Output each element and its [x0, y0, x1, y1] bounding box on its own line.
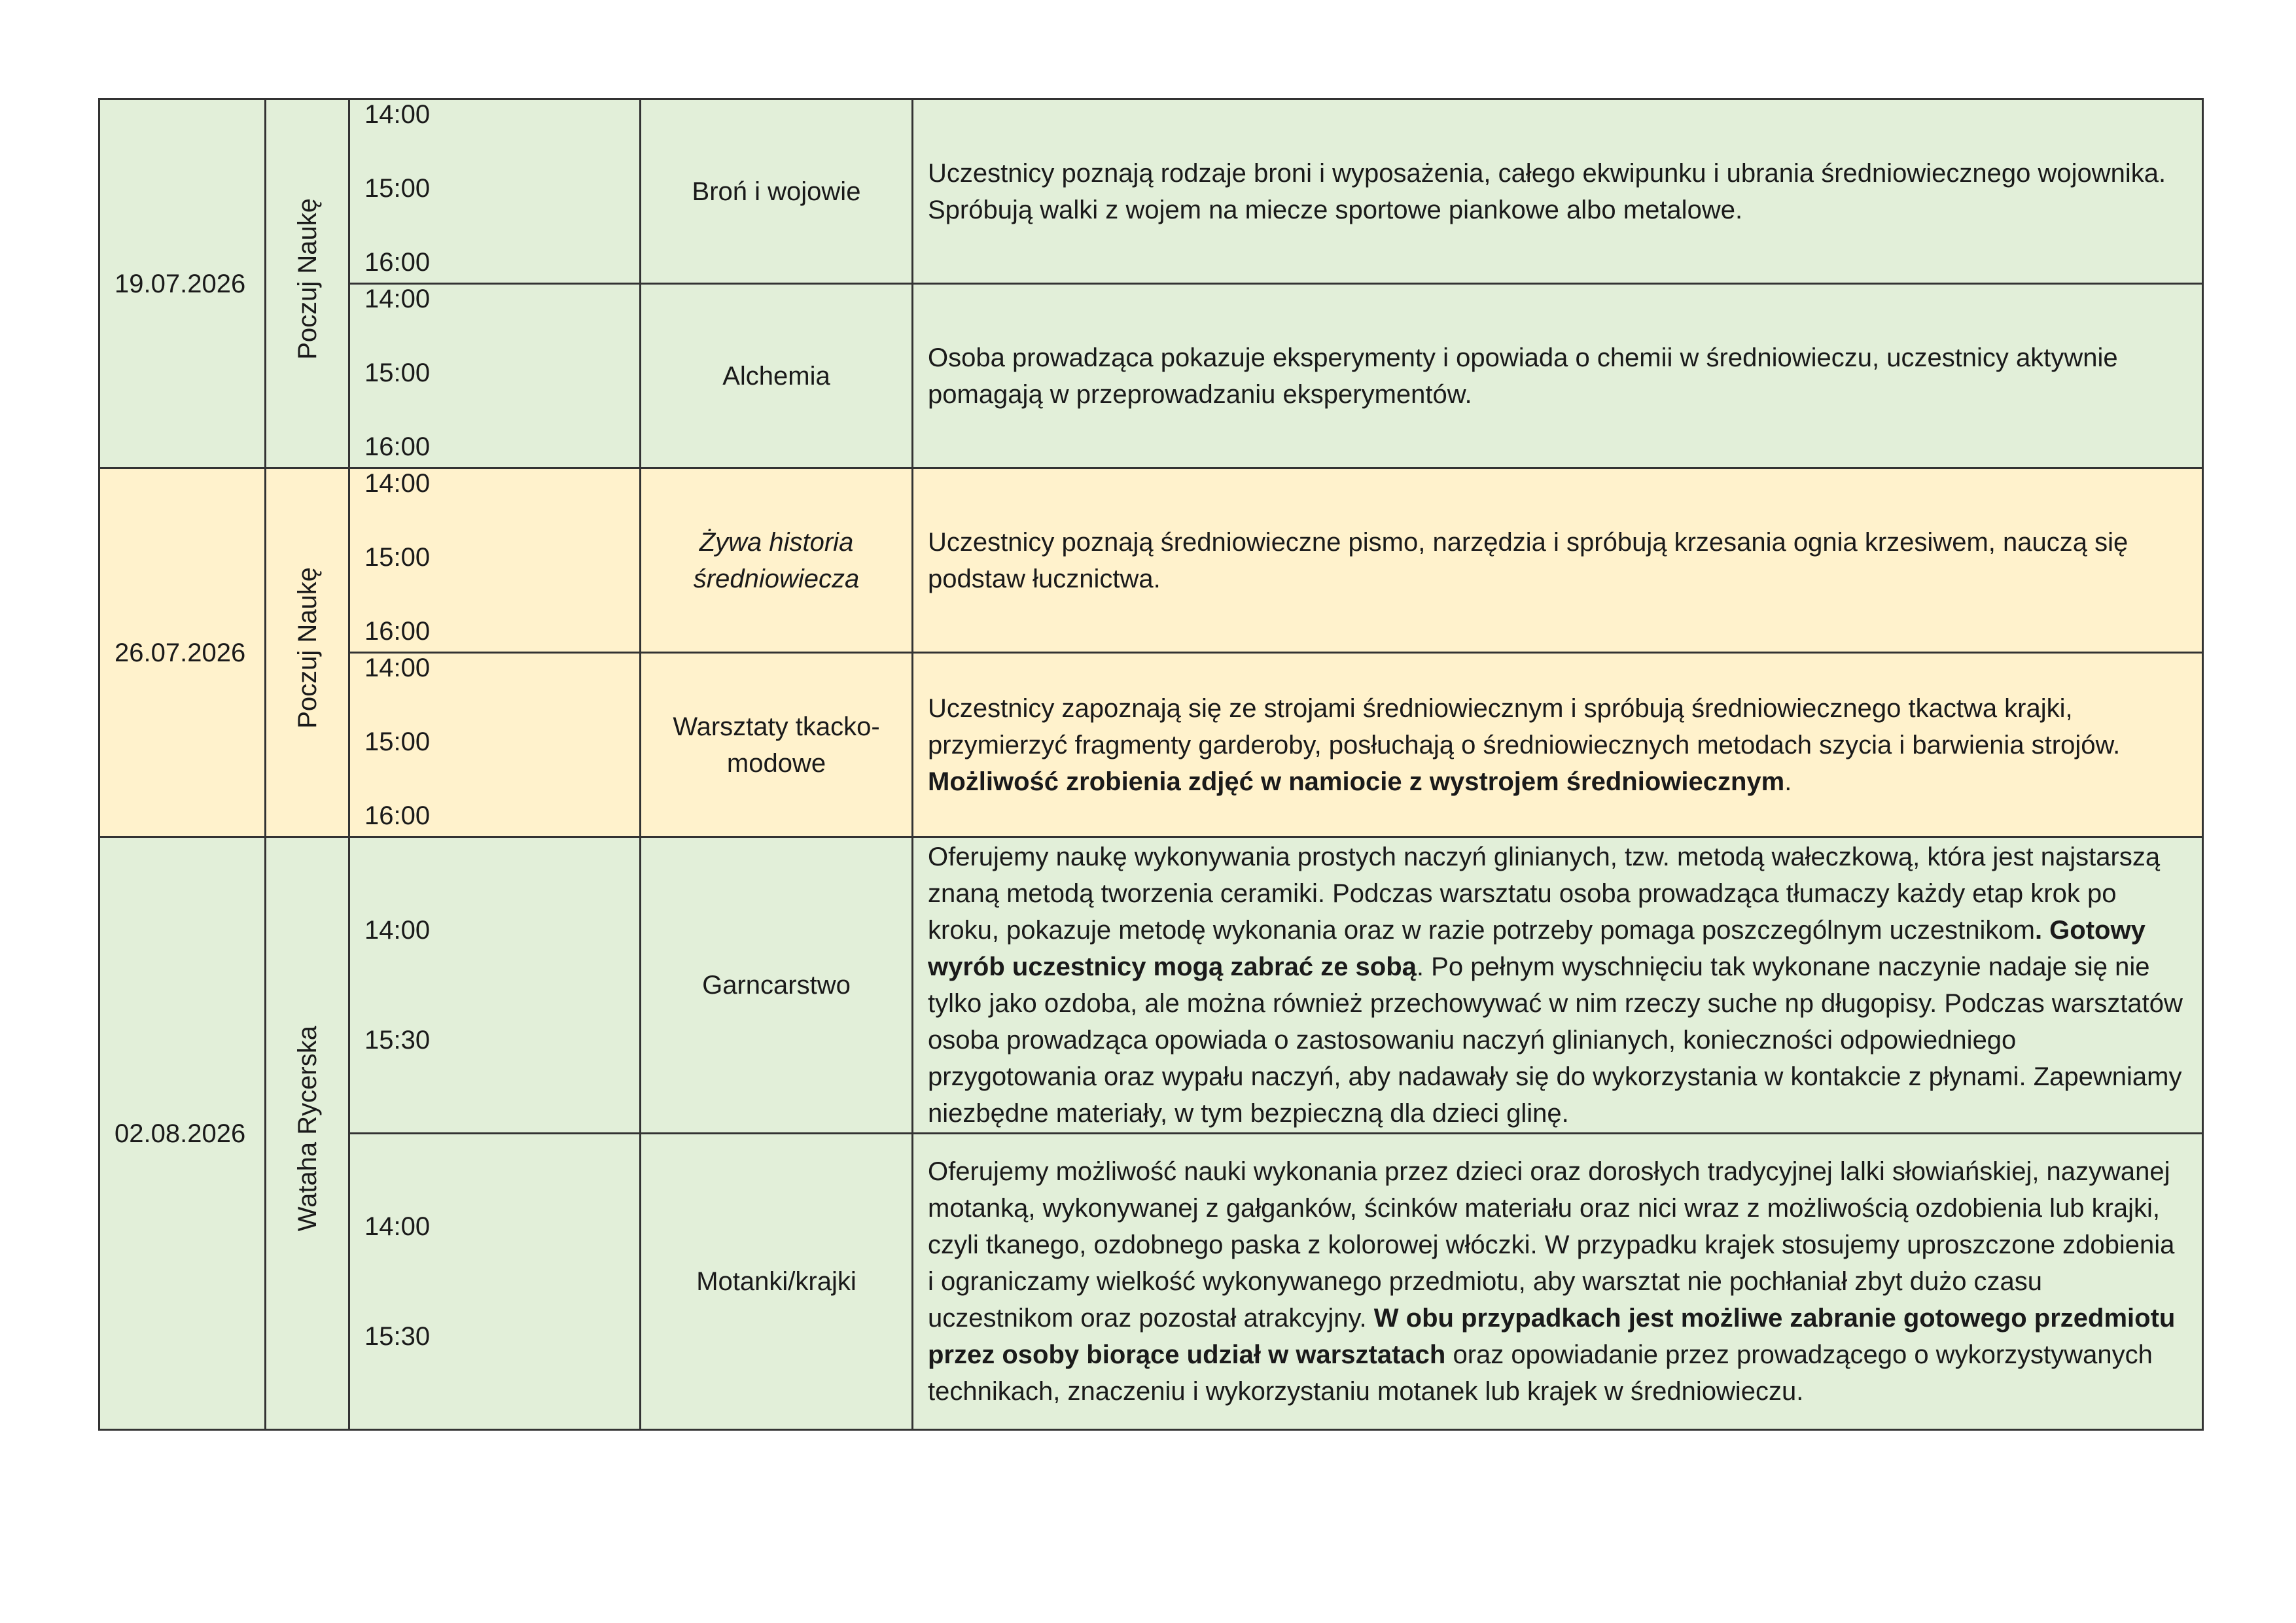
time-mid: 15:00 [364, 358, 431, 387]
date-cell: 26.07.2026 [99, 468, 266, 837]
time-cell [349, 837, 641, 1134]
organizer-cell [266, 837, 349, 1430]
desc-bold-text: W obu przypadkach jest możliwe zabranie gotowego przedmiotu przez osoby biorące udział w warsztatach [928, 1304, 2176, 1369]
time-end: 16:00 [364, 432, 431, 461]
time-mid: 15:00 [364, 727, 431, 756]
time-start: 14:00 [364, 1212, 431, 1241]
time-mid: 15:00 [364, 543, 431, 572]
time-end: 16:00 [364, 801, 431, 830]
organizer-label: Poczuj Naukę [292, 567, 322, 729]
time-end: 15:30 [364, 1322, 431, 1351]
time-start: 14:00 [364, 916, 431, 945]
desc-text: . Po pełnym wyschnięciu tak wykonane naczynie nadaje się nie tylko jako ozdoba, ale można również przechowywać w nim rzeczy suche np długopisy. Podczas warsztatów osoba prowadząca opowiada o zastosowaniu naczyń glinianych, konieczności odpowiedniego przygotowania oraz wypału naczyń, aby nadawały się do wykorzystania w kontakcie z płynami. Zapewniamy niezbędne materiały, w tym bezpieczną dla dzieci glinę. [928, 952, 2183, 1128]
time-start: 14:00 [364, 285, 431, 313]
time-cell [349, 653, 641, 837]
table-row [99, 284, 2203, 468]
organizer-cell [266, 99, 349, 468]
time-cell [349, 284, 641, 468]
workshop-description [913, 1134, 2203, 1430]
schedule-table [98, 98, 2204, 1431]
table-row [99, 837, 2203, 1134]
workshop-title: Warsztaty tkacko-modowe [641, 653, 913, 837]
time-start: 14:00 [364, 100, 431, 129]
workshop-description [913, 837, 2203, 1134]
time-mid: 15:00 [364, 174, 431, 203]
time-end: 15:30 [364, 1026, 431, 1055]
date-cell: 02.08.2026 [99, 837, 266, 1430]
workshop-description [913, 653, 2203, 837]
desc-text: Uczestnicy zapoznają się ze strojami średniowiecznym i spróbują średniowiecznego tkactwa krajki, przymierzyć fragmenty garderoby, posłuchają o średniowiecznych metodach szycia i barwienia strojów. [928, 693, 2121, 759]
organizer-cell [266, 468, 349, 837]
table-row [99, 1134, 2203, 1430]
desc-text: Oferujemy naukę wykonywania prostych naczyń glinianych, tzw. metodą wałeczkową, która jest najstarszą znaną metodą tworzenia ceramiki. Podczas warsztatu osoba prowadząca tłumaczy każdy etap krok po kroku, pokazuje metodę wykonania oraz w razie potrzeby pomaga poszczególnym uczestnikom [928, 843, 2161, 945]
desc-bold-text: Możliwość zrobienia zdjęć w namiocie z wystrojem średniowiecznym [928, 767, 1785, 796]
workshop-description: Uczestnicy poznają średniowieczne pismo, narzędzia i spróbują krzesania ognia krzesiwem, nauczą się podstaw łucznictwa. [913, 468, 2203, 653]
desc-bold-text: . Gotowy wyrób uczestnicy mogą zabrać ze sobą [928, 916, 2146, 981]
time-start: 14:00 [364, 469, 431, 498]
workshop-description: Uczestnicy poznają rodzaje broni i wyposażenia, całego ekwipunku i ubrania średniowiecznego wojownika. Spróbują walki z wojem na miecze sportowe piankowe albo metalowe. [913, 99, 2203, 284]
table-row [99, 468, 2203, 653]
table-row [99, 99, 2203, 284]
workshop-title: Motanki/krajki [641, 1134, 913, 1430]
workshop-title: Broń i wojowie [641, 99, 913, 284]
table-row [99, 653, 2203, 837]
workshop-description: Osoba prowadząca pokazuje eksperymenty i opowiada o chemii w średniowieczu, uczestnicy aktywnie pomagają w przeprowadzaniu eksperymentów. [913, 284, 2203, 468]
desc-text: Oferujemy możliwość nauki wykonania przez dzieci oraz dorosłych tradycyjnej lalki słowiańskiej, nazywanej motanką, wykonywanej z gałganków, ścinków materiału oraz nici wraz z możliwością ozdobienia lub krajki, czyli tkanego, ozdobnego paska z kolorowej włóczki. W przypadku krajek stosujemy uproszczone zdobienia i ograniczamy wielkość wykonywanego przedmiotu, aby warsztat nie pochłaniał zbyt dużo czasu uczestnikom oraz pozostał atrakcyjny. [928, 1157, 2175, 1333]
date-cell: 19.07.2026 [99, 99, 266, 468]
time-cell [349, 1134, 641, 1430]
organizer-label: Poczuj Naukę [292, 198, 322, 360]
time-start: 14:00 [364, 654, 431, 682]
workshop-title: Alchemia [641, 284, 913, 468]
time-end: 16:00 [364, 248, 431, 277]
workshop-title: Garncarstwo [641, 837, 913, 1134]
organizer-label: Wataha Rycerska [292, 1025, 322, 1232]
workshop-title: Żywa historia średniowiecza [641, 468, 913, 653]
desc-text: . [1784, 767, 1792, 796]
time-cell [349, 468, 641, 653]
desc-text: oraz opowiadanie przez prowadzącego o wykorzystywanych technikach, znaczeniu i wykorzystaniu motanek lub krajek w średniowieczu. [928, 1340, 2153, 1406]
time-cell [349, 99, 641, 284]
time-end: 16:00 [364, 617, 431, 646]
